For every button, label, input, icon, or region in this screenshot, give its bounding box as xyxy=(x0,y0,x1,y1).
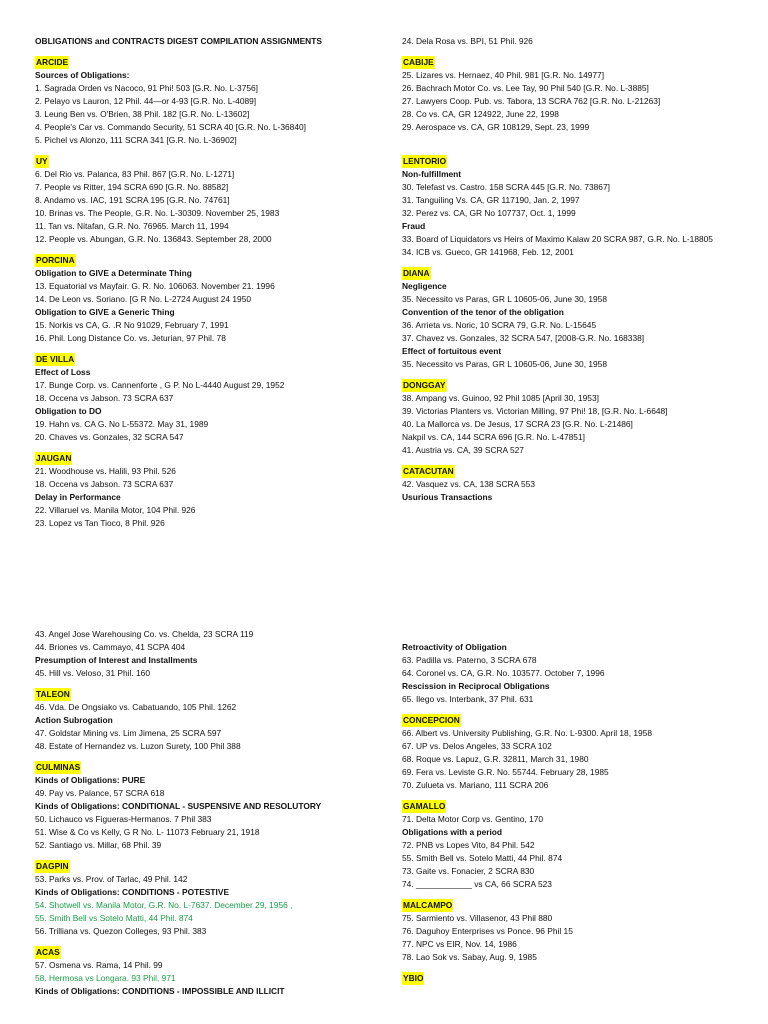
case-entry: 73. Gaite vs. Fonacier, 2 SCRA 830 xyxy=(402,866,535,876)
case-entry: 67. UP vs. Delos Angeles, 33 SCRA 102 xyxy=(402,741,552,751)
case-entry: 50. Lichauco vs Figueras-Hermanos. 7 Phil 383 xyxy=(35,814,212,824)
case-entry: 37. Chavez vs. Gonzales, 32 SCRA 547, [2008-G.R. No. 168338] xyxy=(402,333,645,343)
case-entry: 55. Smith Bell vs Sotelo Matti, 44 Phil. 874 xyxy=(35,913,193,923)
topic-heading: Kinds of Obligations: PURE xyxy=(35,775,146,785)
case-entry: 77. NPC vs EIR, Nov. 14, 1986 xyxy=(402,939,517,949)
case-entry: 56. Trilliana vs. Quezon Colleges, 93 Phil. 383 xyxy=(35,926,207,936)
case-entry: 38. Ampang vs. Guinoo, 92 Phil 1085 [April 30, 1953] xyxy=(402,393,599,403)
column-top-left xyxy=(35,35,380,530)
case-entry: 11. Tan vs. Nitafan, G.R. No. 76965. March 11, 1994 xyxy=(35,221,229,231)
topic-heading: Delay in Performance xyxy=(35,492,121,502)
case-entry: 66. Albert vs. University Publishing, G.R. No. L-9300. April 18, 1958 xyxy=(402,728,652,738)
case-entry: 5. Pichel vs Alonzo, 111 SCRA 341 [G.R. No. L-36902] xyxy=(35,135,237,145)
case-entry: 54. Shotwell vs. Manila Motor, G.R. No. L-7637. December 29, 1956 , xyxy=(35,900,293,910)
topic-heading: Non-fulfillment xyxy=(402,169,462,179)
topic-heading: Sources of Obligations: xyxy=(35,70,130,80)
case-entry: 18. Occena vs Jabson. 73 SCRA 637 xyxy=(35,393,174,403)
topic-heading: Action Subrogation xyxy=(35,715,113,725)
case-entry: 69. Fera vs. Leviste G.R. No. 55744. February 28, 1985 xyxy=(402,767,609,777)
case-entry: 6. Del Rio vs. Palanca, 83 Phil. 867 [G.R. No. L-1271] xyxy=(35,169,235,179)
case-entry: 53. Parks vs. Prov. of Tarlac, 49 Phil. 142 xyxy=(35,874,188,884)
case-entry: 64. Coronel vs. CA, G.R. No. 103577. October 7, 1996 xyxy=(402,668,605,678)
case-entry: 4. People's Car vs. Commando Security, 51 SCRA 40 [G.R. No. L-36840] xyxy=(35,122,306,132)
case-entry: 25. Lizares vs. Hernaez, 40 Phil. 981 [G.R. No. 14977] xyxy=(402,70,605,80)
assignment-section xyxy=(402,457,747,504)
case-entry: 23. Lopez vs Tan Tioco, 8 Phil. 926 xyxy=(35,518,165,528)
case-entry: 55. Smith Bell vs. Sotelo Matti, 44 Phil. 874 xyxy=(402,853,563,863)
topic-heading: Presumption of Interest and Installments xyxy=(35,655,198,665)
case-entry: 46. Vda. De Ongsiako vs. Cabatuando, 105 Phil. 1262 xyxy=(35,702,237,712)
assignment-section xyxy=(402,891,747,964)
case-entry: 1. Sagrada Orden vs Nacoco, 91 Phi! 503 [G.R. No. L-3756] xyxy=(35,83,258,93)
case-entry: 52. Santiago vs. Millar, 68 Phil. 39 xyxy=(35,840,162,850)
case-entry: 19. Hahn vs. CA G. No L-55372. May 31, 1989 xyxy=(35,419,209,429)
case-entry: 20. Chaves vs. Gonzales, 32 SCRA 547 xyxy=(35,432,184,442)
case-entry: 63. Padilla vs. Paterno, 3 SCRA 678 xyxy=(402,655,537,665)
case-entry: 48. Estate of Hernandez vs. Luzon Surety, 100 Phil 388 xyxy=(35,741,241,751)
case-entry: 41. Austria vs. CA, 39 SCRA 527 xyxy=(402,445,524,455)
case-entry: 74. ____________ vs CA, 66 SCRA 523 xyxy=(402,879,552,889)
case-entry: 45. Hill vs. Veloso, 31 Phil. 160 xyxy=(35,668,150,678)
assignment-section xyxy=(35,147,380,246)
topic-heading: Retroactivity of Obligation xyxy=(402,642,507,652)
assignee-name-highlight: CATACUTAN xyxy=(403,466,454,476)
case-entry: 44. Briones vs. Cammayo, 41 SCPA 404 xyxy=(35,642,186,652)
case-entry: 26. Bachrach Motor Co. vs. Lee Tay, 90 Phil 540 [G.R. No. L-3885] xyxy=(402,83,649,93)
case-entry: 72. PNB vs Lopes Vito, 84 Phil. 542 xyxy=(402,840,535,850)
assignment-section xyxy=(35,753,380,852)
assignee-name-highlight: JAUGAN xyxy=(36,453,72,463)
case-entry: 49. Pay vs. Palance, 57 SCRA 618 xyxy=(35,788,165,798)
topic-heading: Fraud xyxy=(402,221,426,231)
assignment-section xyxy=(35,628,380,680)
case-entry: 36. Arrieta vs. Noric, 10 SCRA 79, G.R. No. L-15645 xyxy=(402,320,597,330)
assignment-section xyxy=(35,345,380,444)
case-entry: 70. Zulueta vs. Mariano, 111 SCRA 206 xyxy=(402,780,549,790)
case-entry: 15. Norkis vs CA, G. .R No 91029, February 7, 1991 xyxy=(35,320,229,330)
topic-heading: Obligation to GIVE a Determinate Thing xyxy=(35,268,192,278)
case-entry: 68. Roque vs. Lapuz, G.R. 32811, March 31, 1980 xyxy=(402,754,589,764)
topic-heading: Effect of Loss xyxy=(35,367,91,377)
topic-heading: Kinds of Obligations: CONDITIONS - IMPOSSIBLE AND ILLICIT xyxy=(35,986,285,996)
case-entry: 16. Phil. Long Distance Co. vs. Jeturian, 97 Phil. 78 xyxy=(35,333,226,343)
case-entry: 35. Necessito vs Paras, GR L 10605-06, June 30, 1958 xyxy=(402,294,607,304)
assignment-section xyxy=(35,48,380,147)
assignment-section xyxy=(402,641,747,706)
case-entry: 75. Sarmiento vs. Villasenor, 43 Phil 880 xyxy=(402,913,553,923)
assignee-name-highlight: TALEON xyxy=(36,689,70,699)
topic-heading: Obligation to DO xyxy=(35,406,102,416)
case-entry: 42. Vasquez vs. CA, 138 SCRA 553 xyxy=(402,479,535,489)
case-entry: 13. Equatorial vs Mayfair. G. R. No. 106063. November 21. 1996 xyxy=(35,281,275,291)
case-entry: 76. Daguhoy Enterprises vs Ponce. 96 Phil 15 xyxy=(402,926,573,936)
case-entry: 35. Necessito vs Paras, GR L 10605-06, June 30, 1958 xyxy=(402,359,607,369)
assignee-name-highlight: MALCAMPO xyxy=(403,900,453,910)
case-entry: 51. Wise & Co vs Kelly, G R No. L- 11073 February 21, 1918 xyxy=(35,827,260,837)
assignee-name-highlight: ACAS xyxy=(36,947,60,957)
assignment-section xyxy=(402,964,747,985)
topic-heading: Kinds of Obligations: CONDITIONS - POTESTIVE xyxy=(35,887,230,897)
case-entry: 2. Pelayo vs Lauron, 12 Phil. 44—or 4-93 [G.R. No. L-4089] xyxy=(35,96,257,106)
case-entry: 14. De Leon vs. Soriano. [G R No. L-2724 August 24 1950 xyxy=(35,294,252,304)
assignment-section xyxy=(35,938,380,998)
assignment-section xyxy=(402,371,747,457)
topic-heading: Kinds of Obligations: CONDITIONAL - SUSPENSIVE AND RESOLUTORY xyxy=(35,801,322,811)
assignee-name-highlight: ARCIDE xyxy=(36,57,69,67)
case-entry: 71. Delta Motor Corp vs. Gentino, 170 xyxy=(402,814,544,824)
case-entry: 31. Tanguiling Vs. CA, GR 117190, Jan. 2, 1997 xyxy=(402,195,580,205)
assignment-section xyxy=(35,852,380,938)
document-title: OBLIGATIONS and CONTRACTS DIGEST COMPILATION ASSIGNMENTS xyxy=(35,36,322,46)
case-entry: 40. La Mallorca vs. De Jesus, 17 SCRA 23 [G.R. No. L-21486] xyxy=(402,419,633,429)
case-entry: 30. Telefast vs. Castro. 158 SCRA 445 [G.R. No. 73867] xyxy=(402,182,610,192)
assignee-name-highlight: DONGGAY xyxy=(403,380,446,390)
assignee-name-highlight: CONCEPCION xyxy=(403,715,460,725)
case-entry: 8. Andamo vs. IAC, 191 SCRA 195 [G.R. No. 74761] xyxy=(35,195,230,205)
topic-heading: Effect of fortuitous event xyxy=(402,346,502,356)
case-entry: Nakpil vs. CA, 144 SCRA 696 [G.R. No. L-47851] xyxy=(402,432,585,442)
topic-heading: Rescission in Reciprocal Obligations xyxy=(402,681,550,691)
assignment-section xyxy=(402,259,747,371)
topic-heading: Negligence xyxy=(402,281,447,291)
case-entry: 78. Lao Sok vs. Sabay, Aug. 9, 1985 xyxy=(402,952,537,962)
case-entry: 17. Bunge Corp. vs. Cannenforte , G P. No L-4440 August 29, 1952 xyxy=(35,380,285,390)
column-top-right xyxy=(402,35,747,504)
case-entry: 18. Occena vs Jabson. 73 SCRA 637 xyxy=(35,479,174,489)
assignment-section xyxy=(402,35,747,48)
assignee-name-highlight: DIANA xyxy=(403,268,430,278)
column-bottom-right xyxy=(402,641,747,985)
case-entry: 22. Villaruel vs. Manila Motor, 104 Phil. 926 xyxy=(35,505,196,515)
case-entry: 39. Victorias Planters vs. Victorian Milling, 97 Phi! 18, [G.R. No. L-6648] xyxy=(402,406,668,416)
assignment-section xyxy=(35,246,380,345)
case-entry: 10. Brinas vs. The People, G.R. No. L-30309. November 25, 1983 xyxy=(35,208,280,218)
assignee-name-highlight: LENTORIO xyxy=(403,156,447,166)
topic-heading: Usurious Transactions xyxy=(402,492,493,502)
assignment-section xyxy=(402,706,747,792)
assignee-name-highlight: CULMINAS xyxy=(36,762,81,772)
assignment-section xyxy=(402,792,747,891)
case-entry: 27. Lawyers Coop. Pub. vs. Tabora, 13 SCRA 762 [G.R. No. L-21263] xyxy=(402,96,661,106)
assignment-section xyxy=(35,680,380,753)
assignment-section xyxy=(35,444,380,530)
topic-heading: Convention of the tenor of the obligation xyxy=(402,307,564,317)
assignee-name-highlight: CABIJE xyxy=(403,57,434,67)
assignee-name-highlight: DE VILLA xyxy=(36,354,75,364)
assignment-section xyxy=(402,134,747,259)
topic-heading: Obligation to GIVE a Generic Thing xyxy=(35,307,175,317)
case-entry: 58. Hermosa vs Longara. 93 Phil, 971 xyxy=(35,973,176,983)
case-entry: 65. Ilego vs. Interbank, 37 Phil. 631 xyxy=(402,694,534,704)
case-entry: 29. Aerospace vs. CA, GR 108129, Sept. 23, 1999 xyxy=(402,122,590,132)
case-entry: 28. Co vs. CA, GR 124922, June 22, 1998 xyxy=(402,109,559,119)
assignee-name-highlight: UY xyxy=(36,156,48,166)
case-entry: 57. Osmena vs. Rama, 14 Phil. 99 xyxy=(35,960,163,970)
assignee-name-highlight: DAGPIN xyxy=(36,861,69,871)
assignee-name-highlight: PORCINA xyxy=(36,255,75,265)
case-entry: 34. ICB vs. Gueco, GR 141968, Feb. 12, 2001 xyxy=(402,247,574,257)
topic-heading: Obligations with a period xyxy=(402,827,503,837)
case-entry: 21. Woodhouse vs. Halili, 93 Phil. 526 xyxy=(35,466,176,476)
assignee-name-highlight: YBIO xyxy=(403,973,424,983)
case-entry: 7. People vs Ritter, 194 SCRA 690 [G.R. No. 88582] xyxy=(35,182,229,192)
assignment-section xyxy=(402,48,747,134)
case-entry: 43. Angel Jose Warehousing Co. vs. Chelda, 23 SCRA 119 xyxy=(35,629,254,639)
case-entry: 12. People vs. Abungan, G.R. No. 136843. September 28, 2000 xyxy=(35,234,272,244)
case-entry: 3. Leung Ben vs. O'Brien, 38 Phil. 182 [G.R. No. L-13602] xyxy=(35,109,250,119)
column-bottom-left xyxy=(35,628,380,998)
case-entry: 33. Board of Liquidators vs Heirs of Maximo Kalaw 20 SCRA 987, G.R. No. L-18805 xyxy=(402,234,713,244)
case-entry: 47. Goldstar Mining vs. Lim Jimena, 25 SCRA 597 xyxy=(35,728,222,738)
assignee-name-highlight: GAMALLO xyxy=(403,801,446,811)
case-entry: 24. Dela Rosa vs. BPI, 51 Phil. 926 xyxy=(402,36,533,46)
case-entry: 32. Perez vs. CA, GR No 107737, Oct. 1, 1999 xyxy=(402,208,576,218)
